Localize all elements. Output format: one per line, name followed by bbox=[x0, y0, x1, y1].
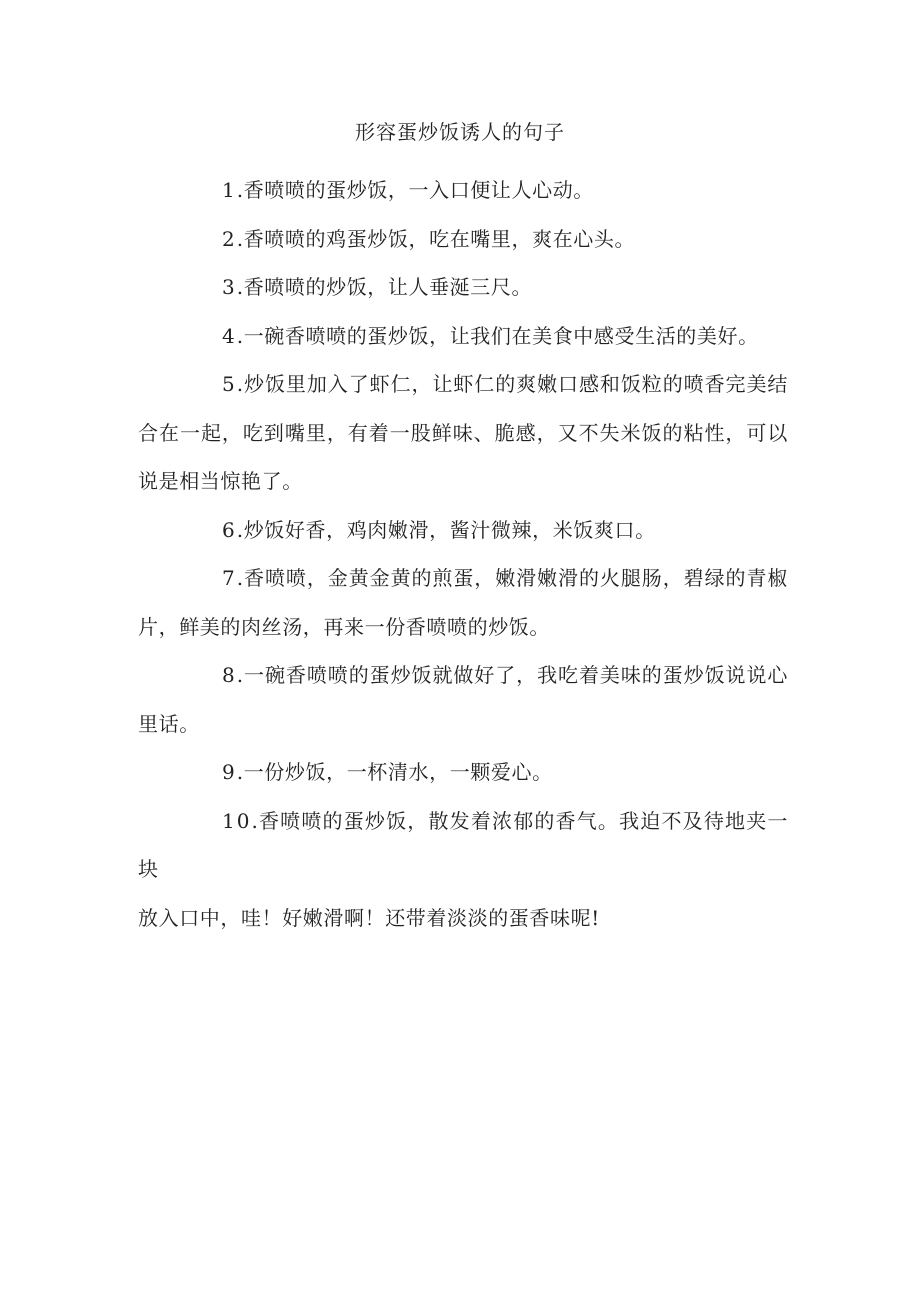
item-text: .香喷喷，金黄金黄的煎蛋，嫩滑嫩滑的火腿肠，碧绿的青椒片，鲜美的肉丝汤，再来一份香喷喷的炒饭。 bbox=[138, 566, 788, 639]
item-number: 10 bbox=[222, 808, 252, 833]
item-text: .一份炒饭，一杯清水，一颗爱心。 bbox=[236, 760, 553, 784]
item-number: 1 bbox=[222, 178, 237, 202]
list-item bbox=[138, 554, 788, 651]
continuation-text: 放入口中，哇！好嫩滑啊！还带着淡淡的蛋香味呢! bbox=[138, 905, 600, 930]
item-number: 3 bbox=[222, 275, 237, 299]
list-item bbox=[138, 312, 788, 361]
list-item bbox=[138, 506, 788, 555]
item-number: 7 bbox=[222, 566, 237, 590]
list-item bbox=[138, 166, 788, 215]
list-item bbox=[138, 215, 788, 264]
item-text: .香喷喷的炒饭，让人垂涎三尺。 bbox=[236, 275, 533, 299]
item-number: 4 bbox=[222, 323, 237, 348]
item-text: .香喷喷的蛋炒饭，散发着浓郁的香气。我迫不及待地夹一块 bbox=[138, 808, 788, 881]
list-item bbox=[138, 263, 788, 312]
item-number: 9 bbox=[222, 760, 237, 784]
item-number: 2 bbox=[222, 226, 237, 251]
item-number: 5 bbox=[222, 372, 237, 396]
item-text: .一碗香喷喷的蛋炒饭就做好了，我吃着美味的蛋炒饭说说心里话。 bbox=[138, 663, 788, 736]
document-body bbox=[138, 166, 788, 942]
document-title: 形容蛋炒饭诱人的句子 bbox=[355, 120, 565, 144]
list-item bbox=[138, 748, 788, 797]
item-text: .炒饭好香，鸡肉嫩滑，酱汁微辣，米饭爽口。 bbox=[236, 517, 656, 542]
item-number: 6 bbox=[222, 517, 237, 542]
list-item bbox=[138, 360, 788, 506]
list-item bbox=[138, 651, 788, 748]
list-item bbox=[138, 797, 788, 894]
item-number: 8 bbox=[222, 663, 237, 687]
item-text: .香喷喷的鸡蛋炒饭，吃在嘴里，爽在心头。 bbox=[236, 226, 636, 251]
item-text: .一碗香喷喷的蛋炒饭，让我们在美食中感受生活的美好。 bbox=[236, 323, 759, 348]
item-text: .炒饭里加入了虾仁，让虾仁的爽嫩口感和饭粒的喷香完美结合在一起，吃到嘴里，有着一股鲜味、脆感，又不失米饭的粘性，可以说是相当惊艳了。 bbox=[138, 372, 788, 493]
item-text: .香喷喷的蛋炒饭，一入口便让人心动。 bbox=[236, 178, 594, 202]
